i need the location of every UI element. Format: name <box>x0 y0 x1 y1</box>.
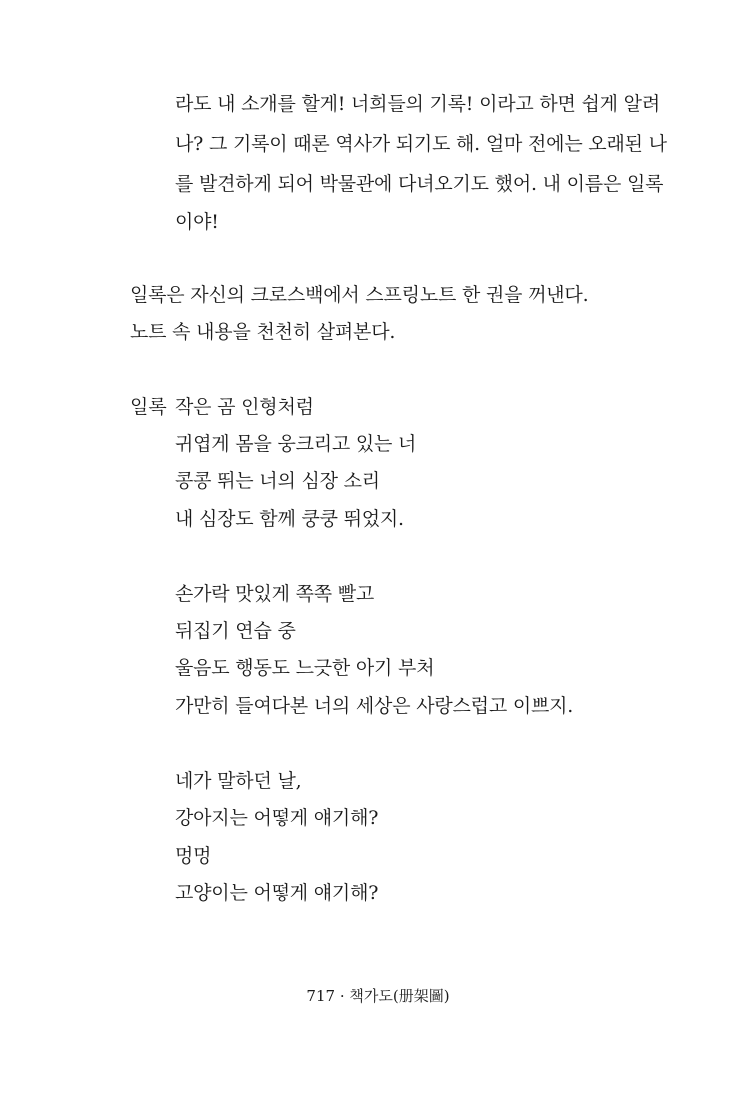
verse-line: 고양이는 어떻게 얘기해? <box>175 882 379 904</box>
footer-separator: · <box>339 987 345 1005</box>
dialogue-line: 나? 그 기록이 때론 역사가 되기도 해. 얼마 전에는 오래된 나 <box>175 133 667 155</box>
page-number: 717 <box>306 987 336 1005</box>
book-title: 책가도(册架圖) <box>349 987 450 1005</box>
speaker-name: 일록 <box>130 396 167 418</box>
verse-line: 울음도 행동도 느긋한 아기 부처 <box>175 657 435 679</box>
verse-line: 멍멍 <box>175 845 212 867</box>
verse-line: 작은 곰 인형처럼 <box>175 396 314 418</box>
verse-line: 네가 말하던 날, <box>175 770 302 792</box>
stage-direction: 일록은 자신의 크로스백에서 스프링노트 한 권을 꺼낸다. <box>130 284 589 306</box>
dialogue-line: 이야! <box>175 211 219 233</box>
page-footer <box>0 986 756 1006</box>
dialogue-line: 를 발견하게 되어 박물관에 다녀오기도 했어. 내 이름은 일록 <box>175 173 664 195</box>
verse-line: 내 심장도 함께 쿵쿵 뛰었지. <box>175 508 404 530</box>
verse-line: 손가락 맛있게 쪽쪽 빨고 <box>175 583 375 605</box>
stage-direction: 노트 속 내용을 천천히 살펴본다. <box>130 321 396 343</box>
verse-line: 귀엽게 몸을 웅크리고 있는 너 <box>175 433 417 455</box>
verse-line: 콩콩 뛰는 너의 심장 소리 <box>175 470 380 492</box>
verse-line: 가만히 들여다본 너의 세상은 사랑스럽고 이쁘지. <box>175 695 574 717</box>
dialogue-line: 라도 내 소개를 할게! 너희들의 기록! 이라고 하면 쉽게 알려 <box>175 93 660 115</box>
verse-line: 뒤집기 연습 중 <box>175 620 296 642</box>
verse-line: 강아지는 어떻게 얘기해? <box>175 807 379 829</box>
